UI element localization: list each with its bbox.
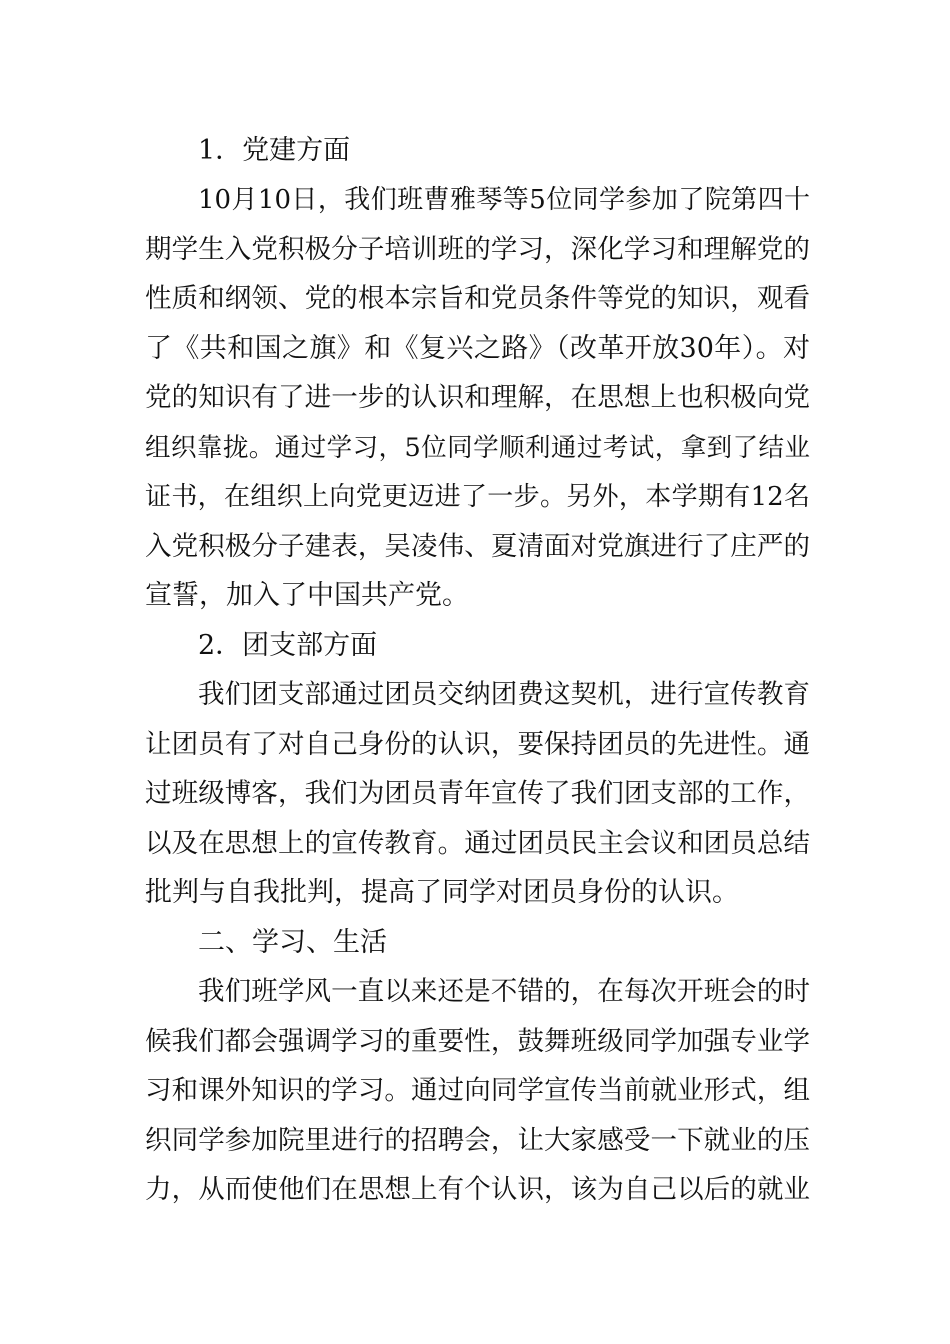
paragraph-line: 组织靠拢。通过学习，5位同学顺利通过考试，拿到了结业 [145,433,810,463]
paragraph-line: 力，从而使他们在思想上有个认识，该为自己以后的就业 [145,1174,810,1205]
paragraph-line: 让团员有了对自己身份的认识，要保持团员的先进性。通 [145,729,810,760]
paragraph-line: 10月10日，我们班曹雅琴等5位同学参加了院第四十 [198,185,810,215]
heading-league-branch: 2．团支部方面 [198,630,378,661]
paragraph-line: 习和课外知识的学习。通过向同学宣传当前就业形式，组 [145,1075,810,1106]
paragraph-line: 以及在思想上的宣传教育。通过团员民主会议和团员总结 [145,828,810,859]
heading-party-building: 1．党建方面 [198,135,351,166]
paragraph-line: 了《共和国之旗》和《复兴之路》（改革开放30年）。对 [145,333,810,364]
paragraph-line: 我们班学风一直以来还是不错的，在每次开班会的时 [198,976,810,1007]
paragraph-line: 批判与自我批判，提高了同学对团员身份的认识。 [145,877,739,908]
paragraph-line: 织同学参加院里进行的招聘会，让大家感受一下就业的压 [145,1125,810,1156]
paragraph-line: 党的知识有了进一步的认识和理解，在思想上也积极向党 [145,382,810,413]
paragraph-line: 过班级博客，我们为团员青年宣传了我们团支部的工作， [145,778,810,809]
heading-study-life: 二、学习、生活 [198,927,387,958]
paragraph-line: 期学生入党积极分子培训班的学习，深化学习和理解党的 [145,234,810,265]
paragraph-line: 我们团支部通过团员交纳团费这契机，进行宣传教育 [198,679,810,710]
paragraph-line: 宣誓，加入了中国共产党。 [145,580,469,611]
paragraph-line: 性质和纲领、党的根本宗旨和党员条件等党的知识，观看 [145,283,810,314]
paragraph-line: 证书，在组织上向党更迈进了一步。另外，本学期有12名 [145,482,810,512]
paragraph-line: 候我们都会强调学习的重要性，鼓舞班级同学加强专业学 [145,1026,810,1057]
paragraph-line: 入党积极分子建表，吴凌伟、夏清面对党旗进行了庄严的 [145,531,810,562]
